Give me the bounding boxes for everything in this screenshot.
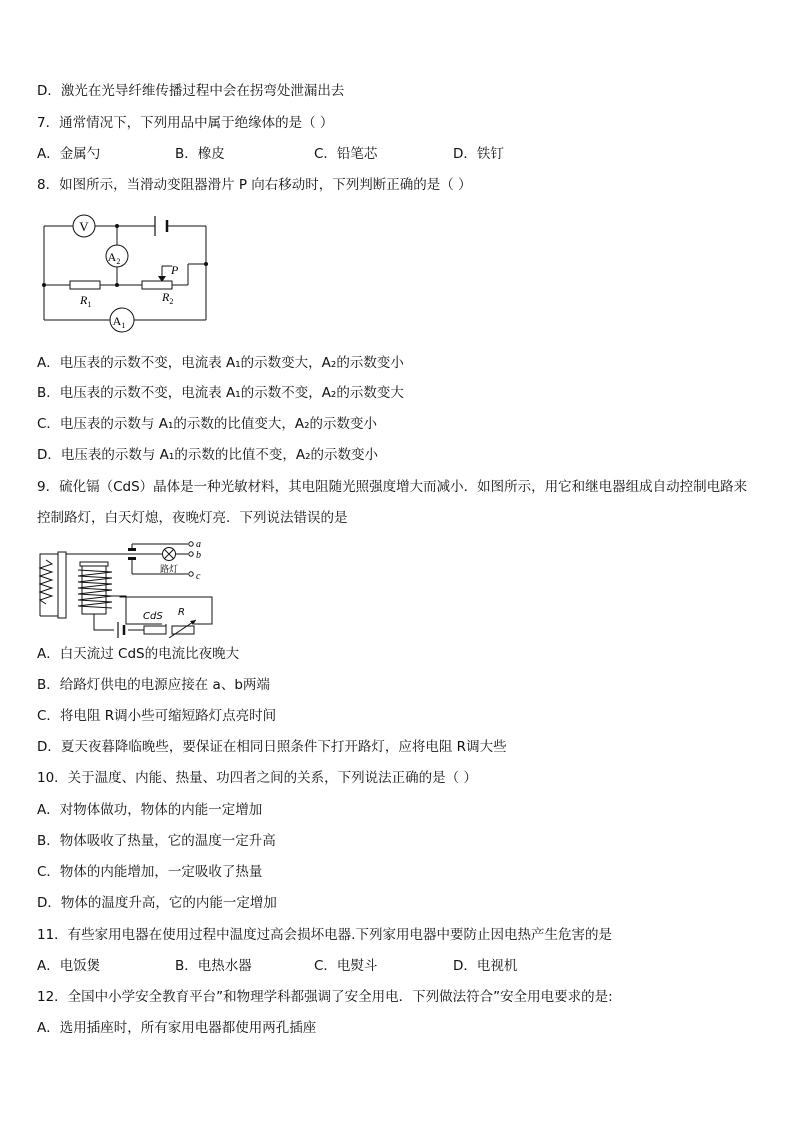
q8-junction-dot — [204, 262, 208, 266]
q9-option-a: A．白天流过 CdS的电流比夜晚大 — [37, 646, 240, 662]
q8-stem: 8．如图所示，当滑动变阻器滑片 P 向右移动时，下列判断正确的是（ ） — [37, 177, 472, 193]
q6-option-d: D．激光在光导纤维传播过程中会在拐弯处泄漏出去 — [37, 83, 345, 99]
q8-junction-dot — [115, 283, 119, 287]
q9-variable-resistor — [172, 626, 194, 634]
q8-option-a: A．电压表的示数不变，电流表 A₁的示数变大，A₂的示数变小 — [37, 355, 404, 371]
q9-terminal-a — [189, 542, 193, 546]
q12-option-a: A．选用插座时，所有家用电器都使用两孔插座 — [37, 1020, 317, 1036]
q8-resistor-r1 — [70, 281, 100, 289]
q8-option-d: D．电压表的示数与 A₁的示数的比值不变，A₂的示数变小 — [37, 447, 378, 463]
q9-relay-circuit-diagram — [36, 532, 222, 642]
q9-terminal-c — [189, 572, 193, 576]
q9-contact-upper — [128, 548, 136, 551]
q8-junction-dot — [42, 283, 46, 287]
q11-option-c: C．电熨斗 — [314, 958, 378, 974]
q10-option-a: A．对物体做功，物体的内能一定增加 — [37, 802, 263, 818]
q9-label-b: b — [196, 550, 201, 561]
q7-option-b: B．橡皮 — [175, 146, 225, 162]
q7-option-d: D．铁钉 — [453, 146, 504, 162]
q11-option-a: A．电饭煲 — [37, 958, 101, 974]
q12-stem: 12．全国中小学安全教育平台”和物理学科都强调了安全用电．下列做法符合”安全用电要求的是: — [37, 989, 613, 1005]
q10-stem: 10．关于温度、内能、热量、功四者之间的关系，下列说法正确的是（ ） — [37, 770, 477, 786]
q9-label-c: c — [196, 571, 201, 582]
q9-cds-resistor — [144, 626, 166, 634]
q9-contact-lower — [128, 557, 136, 560]
q10-option-b: B．物体吸收了热量，它的温度一定升高 — [37, 833, 276, 849]
q8-label-a1: $A_1$ — [112, 314, 126, 330]
q9-label-r: R — [178, 607, 185, 618]
q9-stem-line-2: 控制路灯，白天灯熄，夜晚灯亮．下列说法错误的是 — [37, 510, 348, 526]
q8-circuit-diagram — [38, 208, 218, 342]
q9-label-lamp: 路灯 — [160, 565, 179, 575]
q10-option-c: C．物体的内能增加，一定吸收了热量 — [37, 864, 263, 880]
q8-label-r1: $R_1$ — [80, 293, 92, 309]
q7-option-a: A．金属勺 — [37, 146, 101, 162]
q7-option-c: C．铅笔芯 — [314, 146, 378, 162]
q9-terminal-b — [189, 552, 193, 556]
q8-label-r2: $R_2$ — [162, 290, 174, 306]
q8-option-b: B．电压表的示数不变，电流表 A₁的示数不变，A₂的示数变大 — [37, 385, 404, 401]
q8-label-a2: $A_2$ — [107, 250, 121, 266]
q9-option-d: D．夏天夜暮降临晚些，要保证在相同日照条件下打开路灯，应将电阻 R调大些 — [37, 739, 507, 755]
q8-resistor-r2 — [142, 281, 172, 289]
q11-option-b: B．电热水器 — [175, 958, 252, 974]
q8-label-p: P — [171, 263, 179, 277]
q11-option-d: D．电视机 — [453, 958, 518, 974]
q9-label-cds: CdS — [143, 611, 163, 622]
q11-stem: 11．有些家用电器在使用过程中温度过高会损坏电器.下列家用电器中要防止因电热产生危害的是 — [37, 927, 612, 943]
q9-option-c: C．将电阻 R调小些可缩短路灯点亮时间 — [37, 708, 277, 724]
q10-option-d: D．物体的温度升高，它的内能一定增加 — [37, 895, 277, 911]
q8-option-c: C．电压表的示数与 A₁的示数的比值变大，A₂的示数变小 — [37, 416, 378, 432]
q9-label-a: a — [196, 539, 201, 550]
q8-label-v: V — [79, 219, 89, 234]
q8-circuit-svg — [38, 208, 218, 338]
q9-option-b: B．给路灯供电的电源应接在 a、b两端 — [37, 677, 270, 693]
q8-junction-dot — [115, 224, 119, 228]
q7-stem: 7．通常情况下，下列用品中属于绝缘体的是（ ） — [37, 115, 334, 131]
q9-relay-svg — [36, 532, 222, 638]
q9-stem-line-1: 9．硫化镉（CdS）晶体是一种光敏材料，其电阻随光照强度增大而减小．如图所示，用它和继电器组成自动控制电路来 — [37, 479, 748, 495]
